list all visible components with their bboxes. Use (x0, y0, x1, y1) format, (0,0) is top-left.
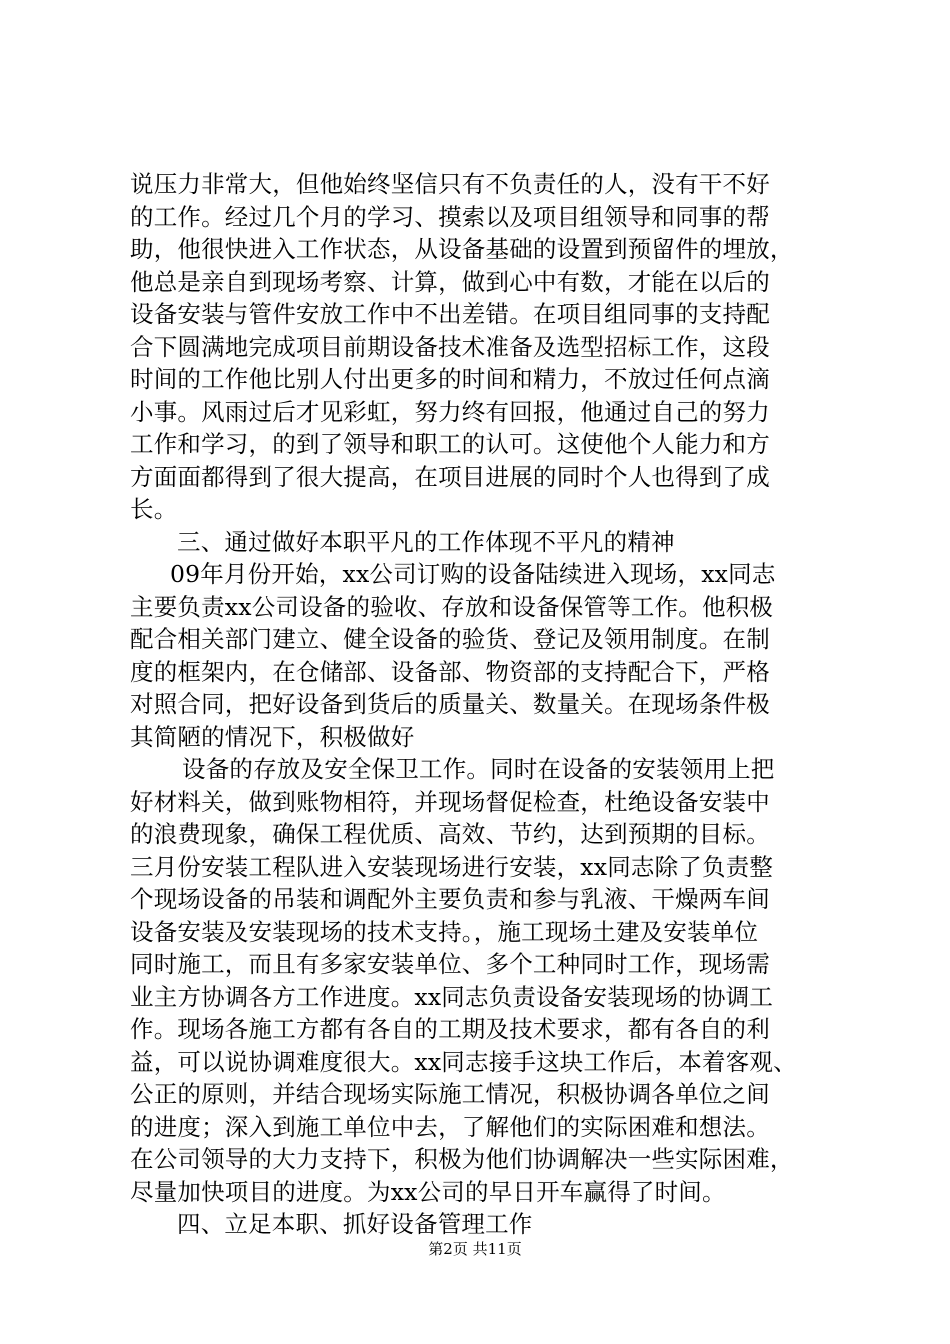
text-line: 合下圆满地完成项目前期设备技术准备及选型招标工作，这段 (130, 332, 770, 361)
text-line: 方面面都得到了很大提高，在项目进展的同时个人也得到了成 (130, 462, 770, 491)
text-line: 其简陋的情况下，积极做好 (130, 722, 415, 751)
text-line: 的进度；深入到施工单位中去，了解他们的实际困难和想法。 (130, 1112, 770, 1141)
text-line: 在公司领导的大力支持下，积极为他们协调解决一些实际困难， (130, 1145, 794, 1173)
text-line: 工作和学习，的到了领导和职工的认可。这使他个人能力和方 (130, 430, 770, 458)
text-line: 配合相关部门建立、健全设备的验货、登记及领用制度。在制 (130, 625, 770, 653)
text-line: 的工作。经过几个月的学习、摸索以及项目组领导和同事的帮 (130, 202, 770, 231)
section-heading: 三、通过做好本职平凡的工作体现不平凡的精神 (177, 527, 675, 556)
text-line: 09年月份开始，xx公司订购的设备陆续进入现场，xx同志 (170, 560, 776, 588)
text-line: 长。 (130, 495, 178, 523)
text-line: 对照合同，把好设备到货后的质量关、数量关。在现场条件极 (130, 690, 770, 718)
text-line: 作。现场各施工方都有各自的工期及技术要求，都有各自的利 (130, 1015, 770, 1043)
text-line: 尽量加快项目的进度。为xx公司的早日开车赢得了时间。 (130, 1177, 726, 1206)
text-line: 小事。风雨过后才见彩虹，努力终有回报，他通过自己的努力 (130, 397, 770, 426)
text-line: 主要负责xx公司设备的验收、存放和设备保管等工作。他积极 (130, 592, 774, 621)
text-line: 三月份安装工程队进入安装现场进行安装，xx同志除了负责整 (130, 852, 774, 881)
text-line: 他总是亲自到现场考察、计算，做到心中有数，才能在以后的 (130, 267, 770, 296)
text-line: 的浪费现象，确保工程优质、高效、节约，达到预期的目标。 (130, 820, 770, 848)
text-line: 时间的工作他比别人付出更多的时间和精力，不放过任何点滴 (130, 365, 770, 393)
text-line: 度的框架内，在仓储部、设备部、物资部的支持配合下，严格 (130, 657, 770, 686)
text-line: 个现场设备的吊装和调配外主要负责和参与乳液、干燥两车间 (130, 885, 770, 913)
text-line: 助，他很快进入工作状态，从设备基础的设置到预留件的埋放， (130, 235, 794, 263)
text-line: 说压力非常大，但他始终坚信只有不负责任的人，没有干不好 (130, 170, 770, 198)
text-line: 同时施工，而且有多家安装单位、多个工种同时工作，现场需 (130, 950, 770, 978)
text-line: 益，可以说协调难度很大。xx同志接手这块工作后，本着客观、 (130, 1047, 797, 1076)
text-line: 公正的原则，并结合现场实际施工情况，积极协调各单位之间 (130, 1080, 770, 1108)
text-line: 设备安装与管件安放工作中不出差错。在项目组同事的支持配 (130, 300, 770, 328)
section-heading: 四、立足本职、抓好设备管理工作 (177, 1210, 533, 1238)
text-line: 设备的存放及安全保卫工作。同时在设备的安装领用上把 (182, 755, 775, 783)
page-number-footer: 第2页 共11页 (428, 1240, 522, 1258)
text-line: 设备安装及安装现场的技术支持。，施工现场土建及安装单位 (130, 917, 759, 946)
document-body (130, 168, 820, 1241)
text-line: 业主方协调各方工作进度。xx同志负责设备安装现场的协调工 (130, 982, 774, 1011)
text-line: 好材料关，做到账物相符，并现场督促检查，杜绝设备安装中 (130, 787, 770, 816)
